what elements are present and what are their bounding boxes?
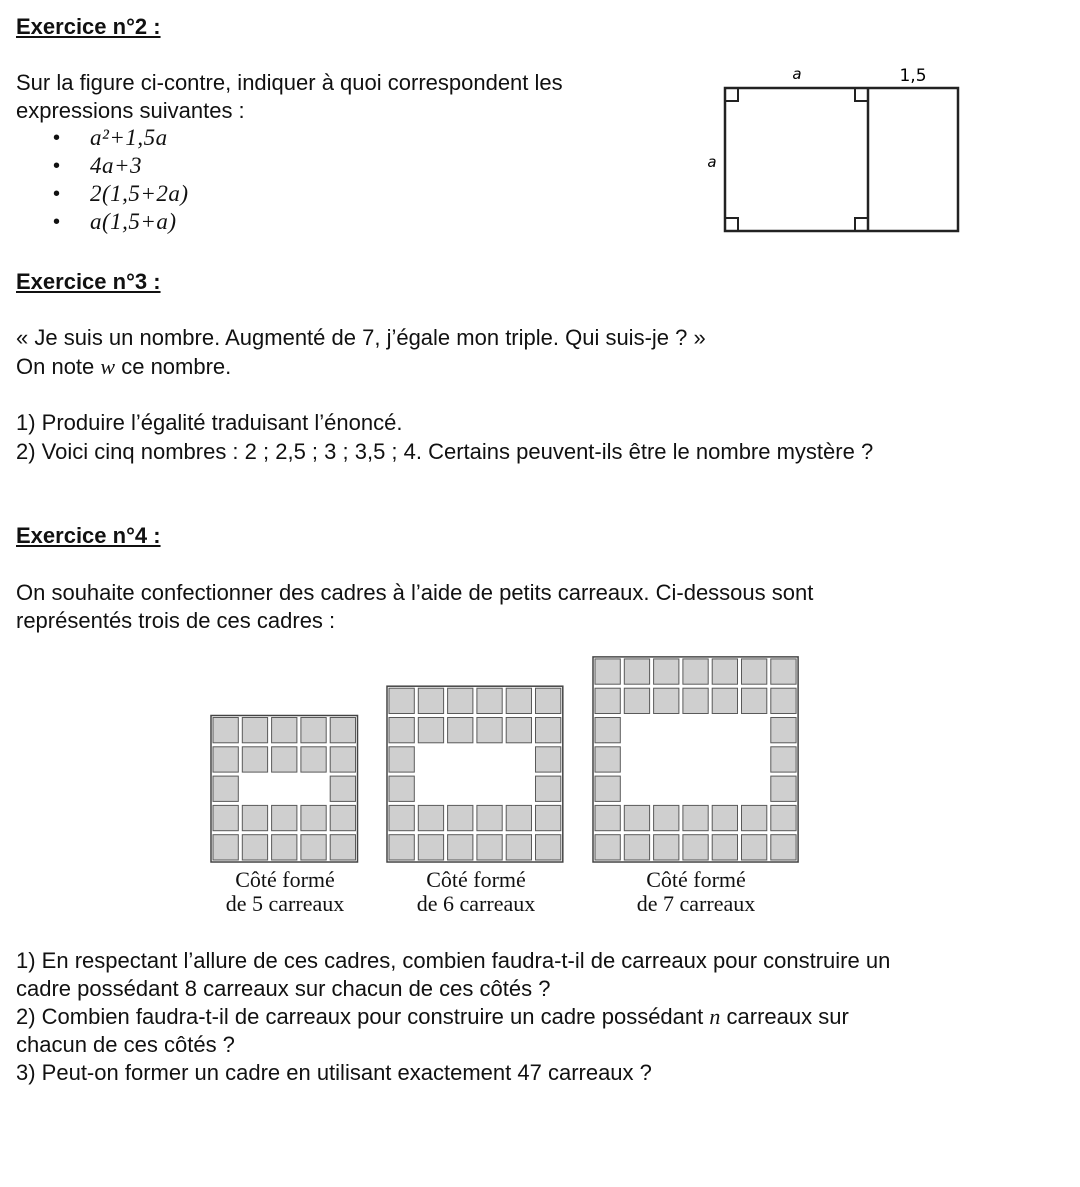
tile (301, 718, 326, 743)
right-angle-marker (725, 218, 738, 231)
tile (477, 805, 502, 830)
ex4-question-2-line1 (16, 1003, 849, 1031)
tile-frame-6 (387, 686, 563, 862)
outer-rectangle (725, 88, 958, 231)
tile (301, 747, 326, 772)
tile (712, 659, 737, 684)
ex2-expression-list (53, 124, 189, 236)
tile (213, 776, 238, 801)
tile (213, 747, 238, 772)
bullet-icon: • (53, 211, 61, 233)
tile (418, 835, 443, 860)
tile (536, 835, 561, 860)
tile (477, 718, 502, 743)
frame-caption-7 (616, 868, 776, 916)
ex3-note-pre: On note (16, 354, 95, 379)
ex4-intro-line2: représentés trois de ces cadres : (16, 608, 336, 633)
tile (330, 835, 355, 860)
tile (742, 659, 767, 684)
tile (418, 718, 443, 743)
tile (213, 718, 238, 743)
tile (272, 805, 297, 830)
tile (536, 718, 561, 743)
bullet-icon: • (53, 155, 61, 177)
tile (595, 747, 620, 772)
tile (595, 659, 620, 684)
ex4-intro-line1: On souhaite confectionner des cadres à l’aide de petits carreaux. Ci-dessous sont (16, 580, 814, 605)
ex4-q2-pre: 2) Combien faudra-t-il de carreaux pour construire un cadre possédant (16, 1004, 704, 1029)
tile (506, 835, 531, 860)
tile (272, 718, 297, 743)
tile (536, 747, 561, 772)
tile (477, 688, 502, 713)
tile (389, 718, 414, 743)
tile (771, 747, 796, 772)
tile (506, 718, 531, 743)
tile (771, 659, 796, 684)
expression-item (53, 208, 189, 236)
caption-line-1: Côté formé (235, 867, 335, 892)
tile (448, 805, 473, 830)
tile (624, 835, 649, 860)
expression-item (53, 152, 189, 180)
ex4-q2-post: carreaux sur (726, 1004, 849, 1029)
ex4-frames-figure (0, 640, 1080, 870)
tile (448, 835, 473, 860)
right-angle-marker (855, 88, 868, 101)
tile (683, 835, 708, 860)
ex4-question-2-line2: chacun de ces côtés ? (16, 1032, 235, 1057)
tile (330, 718, 355, 743)
ex3-quote: « Je suis un nombre. Augmenté de 7, j’égale mon triple. Qui suis-je ? » (16, 325, 706, 350)
caption-line-2: de 5 carreaux (225, 891, 345, 916)
tile (389, 747, 414, 772)
tile (712, 835, 737, 860)
tile (654, 805, 679, 830)
tile (536, 688, 561, 713)
tile (213, 805, 238, 830)
tile (330, 805, 355, 830)
tile (595, 718, 620, 743)
tile (301, 835, 326, 860)
ex3-question-2: 2) Voici cinq nombres : 2 ; 2,5 ; 3 ; 3,5 ; 4. Certains peuvent-ils être le nombre mystère ? (16, 439, 874, 464)
tile (418, 805, 443, 830)
tile-frame-7 (593, 657, 798, 862)
tile (771, 776, 796, 801)
tile (595, 805, 620, 830)
tile (242, 718, 267, 743)
label-top-a: a (792, 65, 802, 83)
tile (389, 688, 414, 713)
ex3-question-1: 1) Produire l’égalité traduisant l’énoncé. (16, 410, 403, 435)
tile (771, 688, 796, 713)
tile (389, 835, 414, 860)
caption-line-1: Côté formé (646, 867, 746, 892)
ex3-note-post: ce nombre. (121, 354, 232, 379)
tile (213, 835, 238, 860)
expression-item (53, 124, 189, 152)
tile (624, 805, 649, 830)
bullet-icon: • (53, 183, 61, 205)
frame-caption-6 (396, 868, 556, 916)
tile (712, 688, 737, 713)
tile (712, 805, 737, 830)
tile (624, 688, 649, 713)
tile (301, 805, 326, 830)
tile (477, 835, 502, 860)
caption-line-1: Côté formé (426, 867, 526, 892)
tile (242, 747, 267, 772)
tile (242, 835, 267, 860)
tile (742, 688, 767, 713)
tile (506, 688, 531, 713)
ex2-intro-line1: Sur la figure ci-contre, indiquer à quoi correspondent les (16, 70, 563, 95)
expression-4a-plus-3: 4a+3 (90, 153, 143, 178)
bullet-icon: • (53, 127, 61, 149)
ex2-rectangle-figure (700, 60, 970, 240)
ex2-intro-line2: expressions suivantes : (16, 98, 245, 123)
tile (536, 805, 561, 830)
tile (242, 805, 267, 830)
tile (272, 835, 297, 860)
tile (771, 835, 796, 860)
tile (683, 805, 708, 830)
expression-a-bracket: a(1,5+a) (90, 209, 177, 234)
tile (536, 776, 561, 801)
tile (330, 747, 355, 772)
right-angle-marker (855, 218, 868, 231)
ex4-question-1-line1: 1) En respectant l’allure de ces cadres, combien faudra-t-il de carreaux pour construire un (16, 948, 891, 973)
tile (448, 718, 473, 743)
frame-outline (593, 657, 798, 862)
ex4-title: Exercice n°4 : (16, 523, 161, 548)
tile (771, 805, 796, 830)
tile (595, 688, 620, 713)
tile (683, 688, 708, 713)
tile (654, 835, 679, 860)
tile (742, 835, 767, 860)
ex2-title: Exercice n°2 : (16, 14, 161, 39)
tile (595, 835, 620, 860)
ex3-note (16, 353, 231, 381)
tile (654, 659, 679, 684)
frame-caption-5 (205, 868, 365, 916)
expression-item (53, 180, 189, 208)
tile (389, 805, 414, 830)
tile (683, 659, 708, 684)
ex3-title: Exercice n°3 : (16, 269, 161, 294)
caption-line-2: de 6 carreaux (416, 891, 536, 916)
ex4-question-1-line2: cadre possédant 8 carreaux sur chacun de ces côtés ? (16, 976, 551, 1001)
tile (272, 747, 297, 772)
tile-frame-5 (211, 716, 358, 863)
label-left-a: a (707, 153, 717, 171)
ex3-variable-w: w (100, 354, 116, 379)
tile (330, 776, 355, 801)
expression-a2-plus-1-5a: a²+1,5a (90, 125, 168, 150)
tile (389, 776, 414, 801)
right-angle-marker (725, 88, 738, 101)
tile (595, 776, 620, 801)
ex4-variable-n: n (709, 1004, 721, 1029)
tile (654, 688, 679, 713)
tile (448, 688, 473, 713)
label-top-1-5: 1,5 (899, 66, 927, 86)
expression-2-bracket: 2(1,5+2a) (90, 181, 189, 206)
ex4-question-3: 3) Peut-on former un cadre en utilisant exactement 47 carreaux ? (16, 1060, 652, 1085)
tile (742, 805, 767, 830)
tile (624, 659, 649, 684)
tile (771, 718, 796, 743)
tile (506, 805, 531, 830)
caption-line-2: de 7 carreaux (636, 891, 756, 916)
tile (418, 688, 443, 713)
